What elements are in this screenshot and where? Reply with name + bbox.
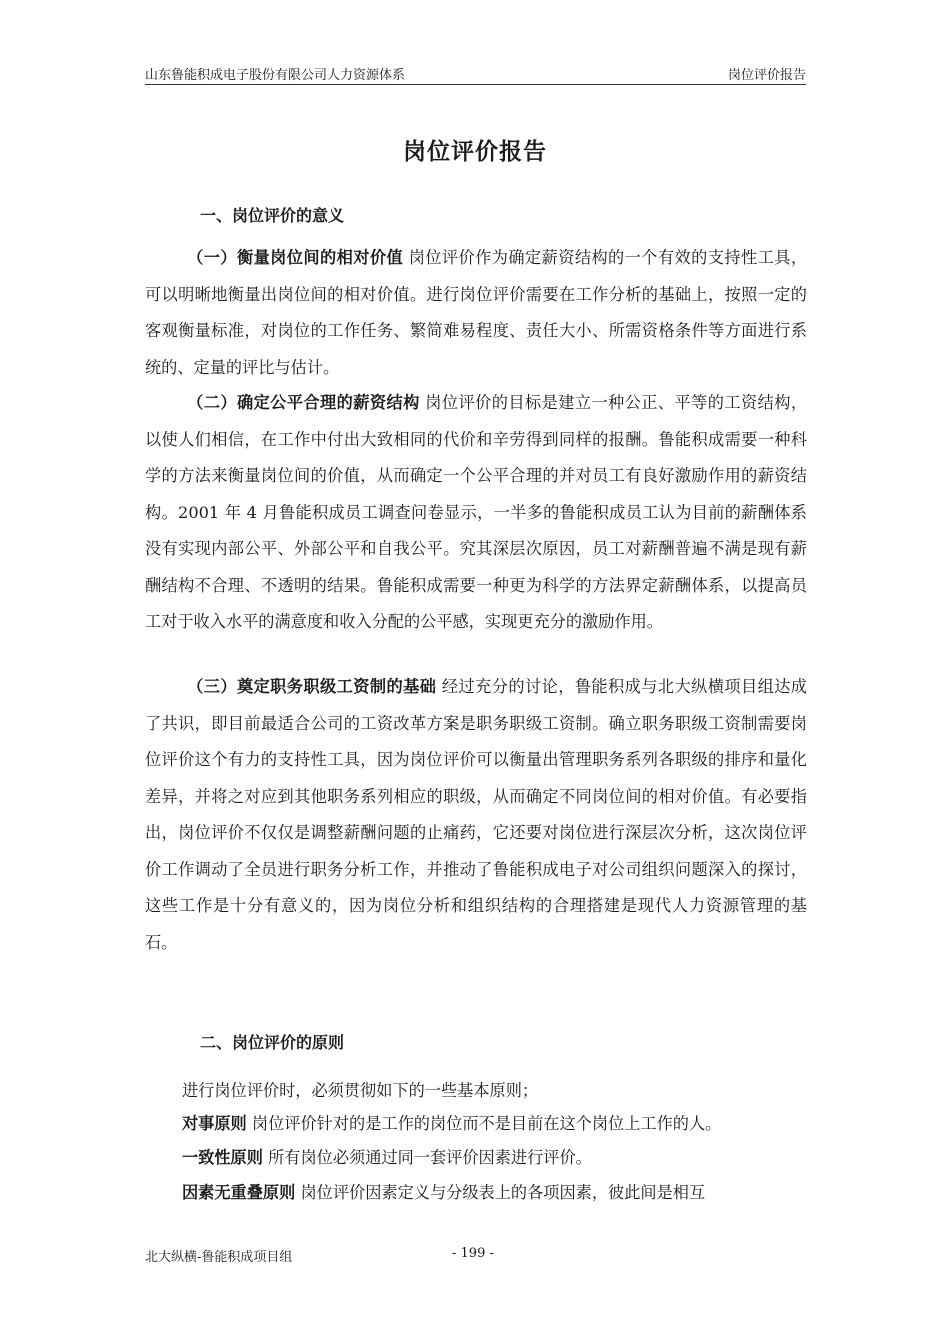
paragraph-text: 岗位评价作为确定薪资结构的一个有效的支持性工具，可以明晰地衡量出岗位间的相对价值。进行岗位评价需要在工作分析的基础上，按照一定的客观衡量标准，对岗位的工作任务、繁简难易程度、责任大小、所需资格条件等方面进行系统的、定量的评比与估计。	[145, 248, 808, 377]
paragraph-grade-system	[145, 669, 807, 961]
principle-text: 所有岗位必须通过同一套评价因素进行评价。	[268, 1148, 592, 1167]
section-heading-principles: 二、岗位评价的原则	[200, 1033, 345, 1052]
principles-intro: 进行岗位评价时，必须贯彻如下的一些基本原则；	[182, 1081, 539, 1100]
header-report-name: 岗位评价报告	[727, 68, 806, 83]
paragraph-relative-value	[145, 240, 807, 386]
paragraph-label: （一）衡量岗位间的相对价值	[187, 248, 404, 267]
section-heading-meaning: 一、岗位评价的意义	[200, 206, 345, 225]
principle-text: 岗位评价因素定义与分级表上的各项因素，彼此间是相互	[300, 1183, 706, 1202]
paragraph-salary-structure	[145, 385, 807, 641]
principle-label: 对事原则	[182, 1114, 247, 1133]
principle-item	[182, 1144, 822, 1168]
principle-text: 岗位评价针对的是工作的岗位而不是目前在这个岗位上工作的人。	[251, 1114, 722, 1133]
header-company: 山东鲁能积成电子股份有限公司人力资源体系	[145, 68, 406, 83]
principle-item	[182, 1179, 822, 1203]
footer-project-group: 北大纵横-鲁能积成项目组	[145, 1250, 293, 1265]
page-title: 岗位评价报告	[403, 139, 547, 165]
principle-label: 因素无重叠原则	[182, 1183, 296, 1202]
paragraph-label: （二）确定公平合理的薪资结构	[187, 393, 420, 412]
paragraph-text: 经过充分的讨论，鲁能积成与北大纵横项目组达成了共识，即目前最适合公司的工资改革方案是职务职级工资制。确立职务职级工资制需要岗位评价这个有力的支持性工具，因为岗位评价可以衡量出管理职务系列各职级的排序和量化差异，并将之对应到其他职务系列相应的职级，从而确定不同岗位间的相对价值。有必要指出，岗位评价不仅仅是调整薪酬问题的止痛药，它还要对岗位进行深层次分析，这次岗位评价工作调动了全员进行职务分析工作，并推动了鲁能积成电子对公司组织问题深入的探讨，这些工作是十分有意义的，因为岗位分析和组织结构的合理搭建是现代人力资源管理的基石。	[145, 677, 807, 952]
principle-label: 一致性原则	[182, 1148, 263, 1167]
paragraph-label: （三）奠定职务职级工资制的基础	[187, 677, 437, 696]
principle-item	[182, 1110, 822, 1134]
paragraph-text: 岗位评价的目标是建立一种公正、平等的工资结构，以使人们相信，在工作中付出大致相同的代价和辛劳得到同样的报酬。鲁能积成需要一种科学的方法来衡量岗位间的价值，从而确定一个公平合理的并对员工有良好激励作用的薪资结构。2001 年 4 月鲁能积成员工调查问卷显示，一半多的鲁能积成员工认为目前的薪酬体系没有实现内部公平、外部公平和自我公平。究其深层次原因，员工对薪酬普遍不满是现有薪酬结构不合理、不透明的结果。鲁能积成需要一种更为科学的方法界定薪酬体系，以提高员工对于收入水平的满意度和收入分配的公平感，实现更充分的激励作用。	[145, 393, 808, 631]
footer-page-number: - 199 -	[452, 1246, 494, 1261]
page-header	[145, 62, 806, 85]
